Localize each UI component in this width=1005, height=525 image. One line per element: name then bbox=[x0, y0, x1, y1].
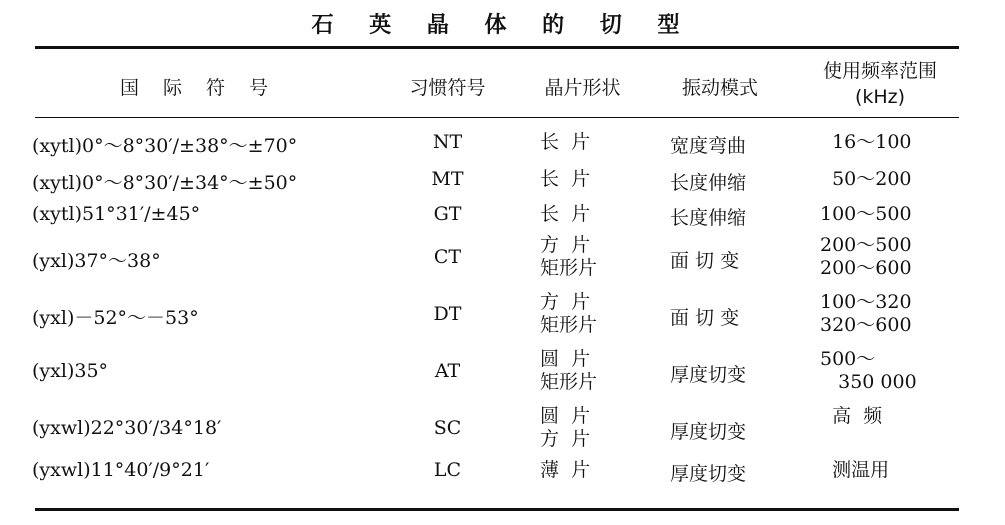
frequency-line: 500～ bbox=[820, 348, 876, 370]
chip-shape-line: 长 片 bbox=[540, 131, 591, 153]
chip-shape-line: 圆 片 bbox=[540, 405, 591, 427]
cell-vibration-mode: 面 切 变 bbox=[670, 307, 740, 329]
frequency-line: 200～500 bbox=[820, 234, 912, 256]
chip-shape-line: 方 片 bbox=[540, 234, 591, 256]
cell-chip-shape bbox=[540, 348, 630, 394]
chip-shape-line: 方 片 bbox=[540, 428, 591, 450]
cell-frequency-range bbox=[820, 291, 940, 337]
header-international-symbol: 国际符号 bbox=[120, 77, 293, 99]
cell-habit-symbol: MT bbox=[431, 168, 464, 190]
cell-international-symbol: (yxl)35° bbox=[32, 360, 109, 382]
cell-international-symbol: (xytl)0°～8°30′/±38°～±70° bbox=[32, 135, 298, 157]
frequency-line: 200～600 bbox=[820, 257, 912, 279]
cell-habit-symbol: LC bbox=[433, 459, 462, 481]
chip-shape-line: 长 片 bbox=[540, 203, 591, 225]
cell-habit-symbol: SC bbox=[433, 417, 462, 439]
cell-vibration-mode: 长度伸缩 bbox=[670, 172, 747, 194]
bottom-rule bbox=[35, 508, 959, 511]
cell-international-symbol: (yxl)37°～38° bbox=[32, 250, 161, 272]
cell-frequency-range bbox=[820, 405, 940, 428]
cell-vibration-mode: 宽度弯曲 bbox=[670, 135, 747, 157]
cell-international-symbol: (yxl)－52°～－53° bbox=[32, 307, 199, 329]
cell-vibration-mode: 厚度切变 bbox=[670, 421, 747, 443]
cell-frequency-range bbox=[820, 203, 940, 226]
cell-chip-shape bbox=[540, 131, 630, 154]
chip-shape-line: 长 片 bbox=[540, 168, 591, 190]
header-vibration-mode: 振动模式 bbox=[681, 77, 758, 99]
frequency-line: 320～600 bbox=[820, 314, 912, 336]
cell-chip-shape bbox=[540, 459, 630, 482]
chip-shape-line: 矩形片 bbox=[540, 314, 598, 336]
header-rule bbox=[35, 117, 959, 118]
cell-habit-symbol: GT bbox=[433, 203, 462, 225]
header-habit-symbol: 习惯符号 bbox=[409, 77, 486, 99]
frequency-line: 350 000 bbox=[820, 371, 917, 393]
table-title: 石 英 晶 体 的 切 型 bbox=[311, 13, 694, 38]
cell-international-symbol: (xytl)0°～8°30′/±34°～±50° bbox=[32, 172, 298, 194]
cell-habit-symbol: AT bbox=[434, 360, 461, 382]
chip-shape-line: 薄 片 bbox=[540, 459, 591, 481]
cell-frequency-range bbox=[820, 348, 940, 394]
header-frequency-label: 使用频率范围 bbox=[822, 60, 937, 82]
cell-chip-shape bbox=[540, 405, 630, 451]
cell-international-symbol: (yxwl)22°30′/34°18′ bbox=[32, 417, 222, 439]
cell-habit-symbol: DT bbox=[433, 303, 462, 325]
cell-international-symbol: (xytl)51°31′/±45° bbox=[32, 203, 201, 225]
cell-frequency-range bbox=[820, 234, 940, 280]
cell-international-symbol: (yxwl)11°40′/9°21′ bbox=[32, 459, 210, 481]
chip-shape-line: 方 片 bbox=[540, 291, 591, 313]
chip-shape-line: 矩形片 bbox=[540, 371, 598, 393]
cell-chip-shape bbox=[540, 291, 630, 337]
frequency-line: 100～320 bbox=[820, 291, 912, 313]
cell-vibration-mode: 长度伸缩 bbox=[670, 207, 747, 229]
frequency-line: 测温用 bbox=[820, 459, 890, 481]
frequency-line: 16～100 bbox=[820, 131, 912, 153]
cell-chip-shape bbox=[540, 234, 630, 280]
cell-chip-shape bbox=[540, 203, 630, 226]
top-rule bbox=[35, 46, 959, 49]
cell-vibration-mode: 面 切 变 bbox=[670, 250, 740, 272]
frequency-line: 50～200 bbox=[820, 168, 912, 190]
chip-shape-line: 矩形片 bbox=[540, 257, 598, 279]
cell-habit-symbol: CT bbox=[433, 246, 462, 268]
cell-habit-symbol: NT bbox=[432, 131, 463, 153]
cell-frequency-range bbox=[820, 131, 940, 154]
header-frequency-unit: (kHz) bbox=[854, 86, 906, 108]
chip-shape-line: 圆 片 bbox=[540, 348, 591, 370]
cell-frequency-range bbox=[820, 168, 940, 191]
cell-chip-shape bbox=[540, 168, 630, 191]
frequency-line: 100～500 bbox=[820, 203, 912, 225]
header-chip-shape: 晶片形状 bbox=[544, 77, 621, 99]
frequency-line: 高 频 bbox=[820, 405, 883, 427]
cell-frequency-range bbox=[820, 459, 940, 482]
cell-vibration-mode: 厚度切变 bbox=[670, 463, 747, 485]
cell-vibration-mode: 厚度切变 bbox=[670, 364, 747, 386]
header-frequency-range bbox=[800, 58, 960, 110]
